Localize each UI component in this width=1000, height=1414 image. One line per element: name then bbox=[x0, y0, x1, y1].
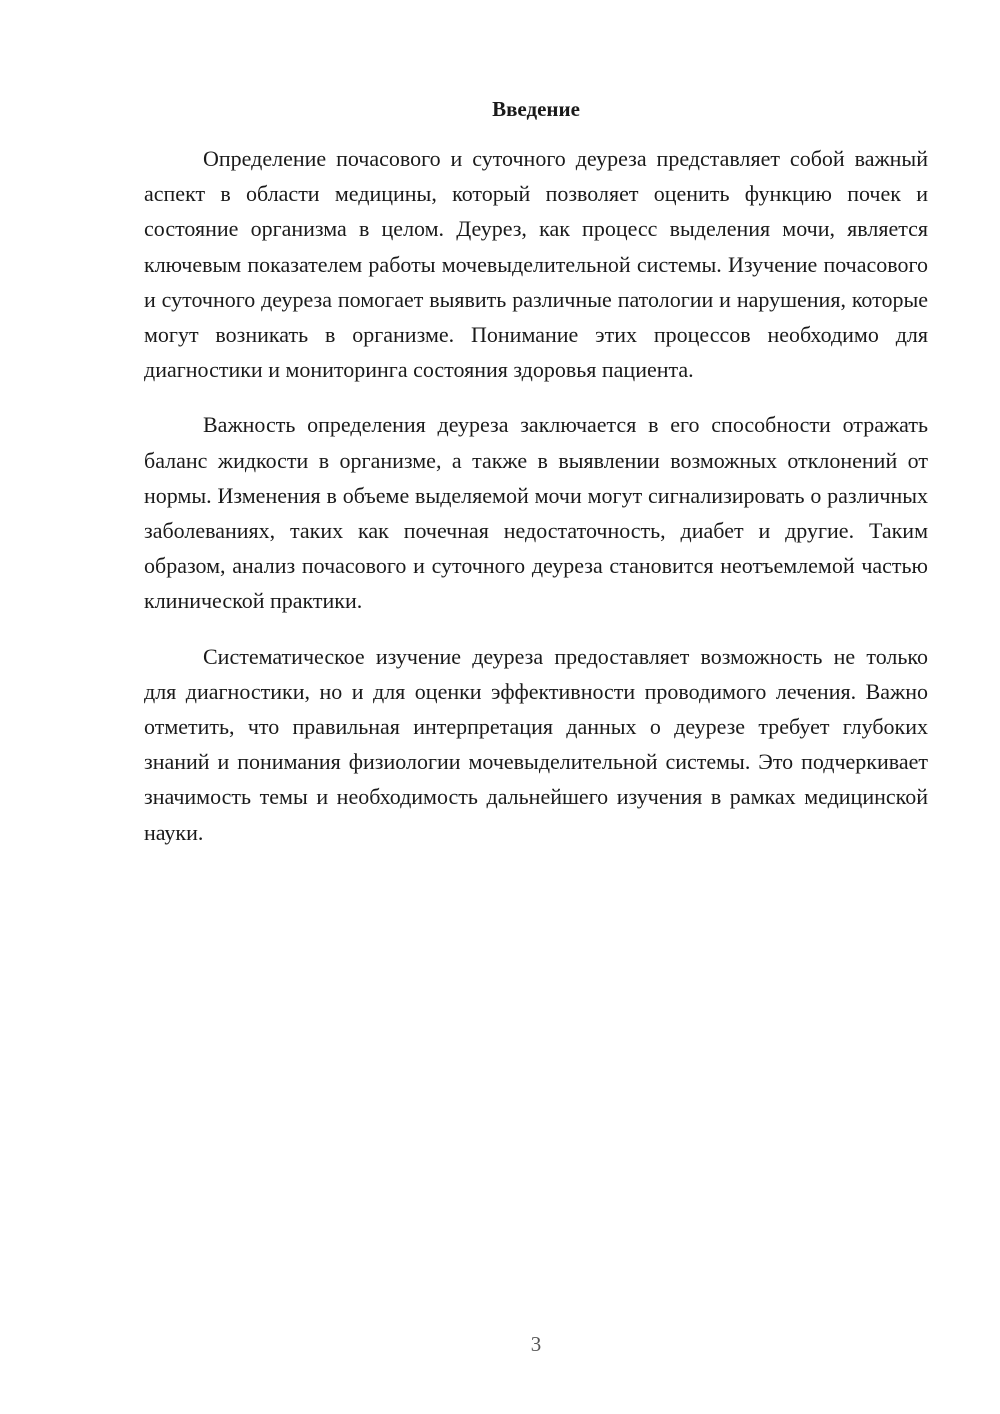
paragraph-2: Важность определения деуреза заключается в его способности отражать баланс жидкости в организме, а также в выявлении возможных отклонений от нормы. Изменения в объеме выделяемой мочи могут сигнализировать о различных заболеваниях, таких как почечная недостаточность, диабет и другие. Таким образом, анализ почасового и суточного деуреза становится неотъемлемой частью клинической практики. bbox=[144, 412, 928, 614]
page-number: 3 bbox=[530, 1332, 542, 1356]
paragraph-3: Систематическое изучение деуреза предоставляет возможность не только для диагностики, но и для оценки эффективности проводимого лечения. Важно отметить, что правильная интерпретация данных о деурезе требует глубоких знаний и понимания физиологии мочевыделительной системы. Это подчеркивает значимость темы и необходимость дальнейшего изучения в рамках медицинской науки. bbox=[144, 643, 928, 845]
page-content bbox=[144, 92, 928, 870]
section-heading: Введение bbox=[492, 97, 580, 121]
paragraph-1: Определение почасового и суточного деуреза представляет собой важный аспект в области медицины, который позволяет оценить функцию почек и состояние организма в целом. Деурез, как процесс выделения мочи, является ключевым показателем работы мочевыделительной системы. Изучение почасового и суточного деуреза помогает выявить различные патологии и нарушения, которые могут возникать в организме. Понимание этих процессов необходимо для диагностики и мониторинга состояния здоровья пациента. bbox=[144, 146, 928, 383]
